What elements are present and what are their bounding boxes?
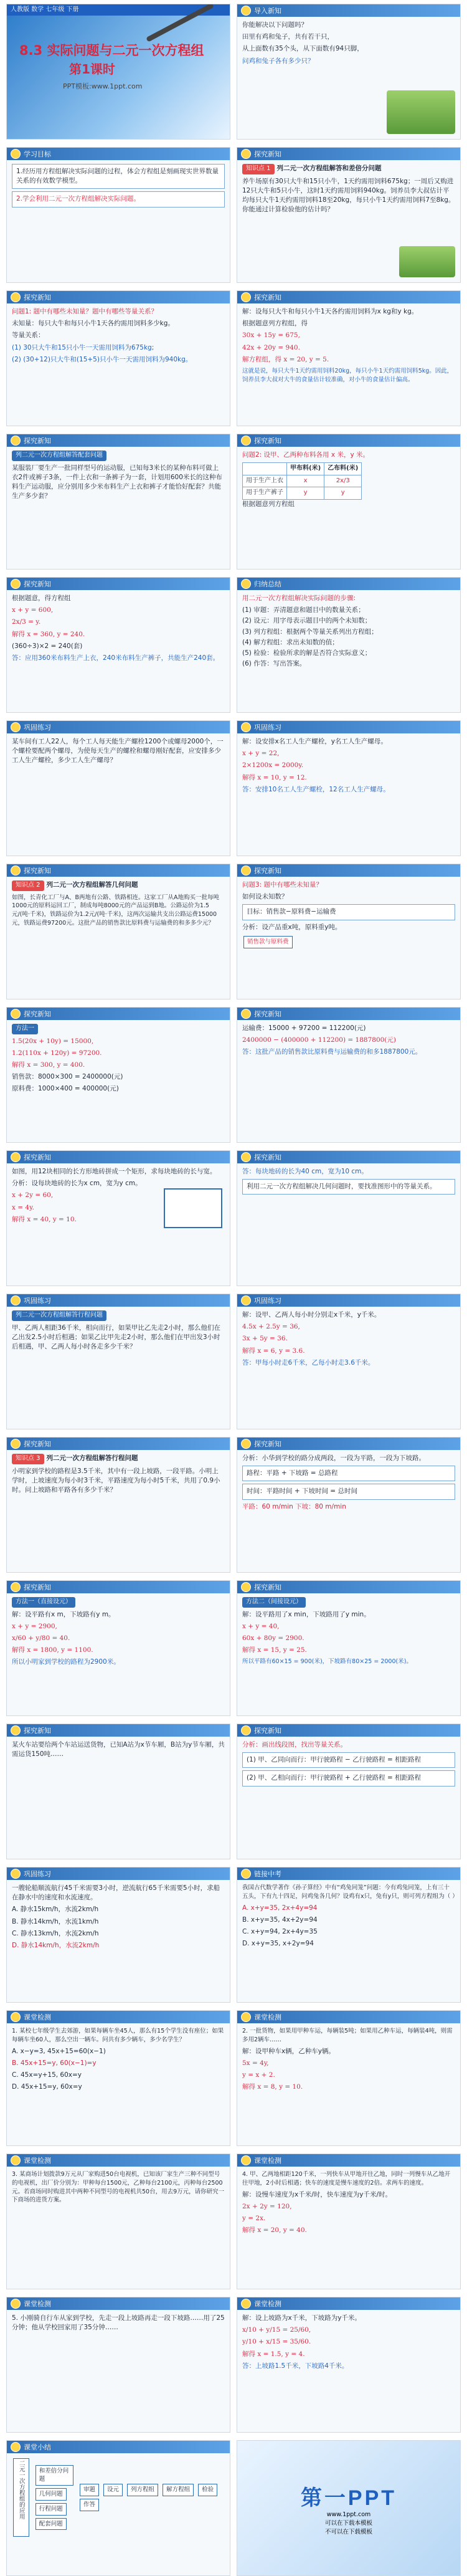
equation: 42x + 20y = 940. bbox=[242, 343, 300, 351]
brand-url: www.1ppt.com bbox=[326, 2511, 371, 2518]
slide-tiles[interactable] bbox=[6, 1150, 230, 1286]
header-mark-icon bbox=[11, 1582, 21, 1592]
summary-item: 和差倍分问题 bbox=[35, 2465, 73, 2486]
equation: 3x + 5y = 36. bbox=[242, 1335, 288, 1343]
header-mark-icon bbox=[241, 579, 251, 589]
goal-item: 1.经历用方程组解决实际问题的过程，体会方程组是刻画现实世界数量关系的有效数学模型。 bbox=[12, 164, 225, 189]
equation: 解得 x = 20, y = 40. bbox=[242, 2226, 307, 2235]
cover-slide[interactable] bbox=[6, 4, 230, 140]
text-line: 未知量：每只大牛和每只小牛1天各约需用饲料多少kg。 bbox=[12, 320, 174, 328]
slide-summary-steps[interactable] bbox=[237, 577, 461, 713]
text-line: 解：设上坡路为x千米，下坡路为y千米。 bbox=[242, 2314, 361, 2322]
question-text: 问题2: 设甲、乙两种布料各用 x 米，y 米。 bbox=[242, 451, 369, 459]
brand-tagline: 不可以在下载模板 bbox=[324, 2529, 372, 2535]
equation: x = 4y. bbox=[12, 1203, 34, 1211]
text-line: (1) 30只大牛和15只小牛一天需用饲料为675kg; bbox=[12, 343, 154, 351]
equation: 解得 x = 6, y = 3.6. bbox=[242, 1347, 305, 1355]
slide-header: 导入新知 bbox=[237, 4, 460, 17]
slide-header: 探究新知 bbox=[254, 1727, 281, 1735]
text-line: 答：上坡路1.5千米，下坡路4千米。 bbox=[242, 2362, 349, 2370]
kp-title: 列二元一次方程组解答行程问题 bbox=[46, 1454, 138, 1462]
equation: x + y = 600, bbox=[12, 606, 54, 614]
text-line: 根据题意，得方程组 bbox=[12, 594, 71, 602]
text-line: 原料费：1000×400 = 400000(元) bbox=[12, 1085, 119, 1093]
farm-image-icon bbox=[387, 90, 455, 134]
option-item[interactable]: B. 静水14km/h，水流1km/h bbox=[12, 1917, 99, 1925]
equation: 2x/3 = y. bbox=[12, 618, 41, 626]
text-line: 如何设未知数？ bbox=[242, 893, 288, 901]
equation: x/60 + y/80 = 40. bbox=[12, 1634, 70, 1642]
slide-practice1[interactable] bbox=[6, 720, 230, 856]
text-line: 销售款：8000×300 = 2400000(元) bbox=[12, 1073, 123, 1081]
summary-step: 解方程组 bbox=[163, 2484, 194, 2496]
header-mark-icon bbox=[11, 2442, 21, 2452]
header-mark-icon bbox=[241, 1582, 251, 1592]
slide-header: 探究新知 bbox=[254, 1153, 281, 1162]
slide-header: 探究新知 bbox=[24, 1153, 51, 1162]
header-mark-icon bbox=[11, 722, 21, 732]
header-mark-icon bbox=[11, 2012, 21, 2022]
equation: y = x + 2. bbox=[242, 2071, 275, 2079]
equation: x + y = 2900, bbox=[12, 1622, 57, 1630]
text-line: 一艘轮船顺流航行45千米需要3小时，逆流航行65千米需要5小时，求船在静水中的速度和水流速度。 bbox=[12, 1884, 220, 1902]
header-mark-icon bbox=[241, 722, 251, 732]
brand-tagline: 可以在下载本模板 bbox=[324, 2520, 372, 2527]
slide-header: 学习目标 bbox=[24, 150, 51, 158]
step-item: (3) 列方程组：根据两个等量关系列出方程组； bbox=[242, 627, 378, 636]
slide-matching[interactable] bbox=[6, 434, 230, 570]
text-line: 等量关系： bbox=[12, 332, 45, 340]
text-line: 运输费：15000 + 97200 = 112200(元) bbox=[242, 1024, 366, 1032]
text-line: 某服装厂要生产一批同样型号的运动服，已知每3米长的某种布料可做上衣2件或裤子3条，一件上衣和一条裤子为一套，计划用600米长的这种布料生产运动服，应分别用多少米布料生产上衣和裤子才能恰好配套？共能生产多少套？ bbox=[12, 464, 222, 500]
equation: x + 2y = 60, bbox=[12, 1191, 54, 1200]
equation: 2x + 2y = 120, bbox=[242, 2202, 292, 2210]
header-mark-icon bbox=[11, 866, 21, 875]
slide-q1[interactable] bbox=[6, 290, 230, 426]
equation: x + y = 22, bbox=[242, 750, 280, 758]
summary-step: 检验 bbox=[198, 2484, 217, 2496]
text-line: 答：甲每小时走6千米，乙每小时走3.6千米。 bbox=[242, 1358, 375, 1367]
option-item[interactable]: C. 静水13km/h，水流2km/h bbox=[12, 1929, 99, 1937]
text-line: 答：这批产品的销售款比原料费与运输费的和多1887800元。 bbox=[242, 1048, 422, 1056]
text-line: 分析：小华到学校的路分成两段，一段为平路，一段为下坡路。 bbox=[242, 1454, 425, 1462]
slide-practice-travel-solution[interactable] bbox=[237, 1294, 461, 1429]
header-mark-icon bbox=[11, 579, 21, 589]
header-mark-icon bbox=[11, 149, 21, 159]
option-item[interactable]: B. x+y=35, 4x+2y=94 bbox=[242, 1915, 318, 1924]
header-mark-icon bbox=[241, 1439, 251, 1449]
slide-header: 探究新知 bbox=[254, 293, 281, 302]
slide-solution2[interactable] bbox=[6, 577, 230, 713]
text-line: 从上面数有35个头，从下面数有94只脚， bbox=[242, 45, 364, 53]
summary-step: 设元 bbox=[103, 2484, 123, 2496]
equation: 2×1200x = 2000y. bbox=[242, 761, 304, 770]
answer-box: 销售款与原料费 bbox=[243, 936, 293, 948]
slide-header: 探究新知 bbox=[254, 1010, 281, 1018]
summary-item: 配套问题 bbox=[35, 2518, 67, 2531]
text-line: 根据题意列方程组，得 bbox=[242, 320, 308, 328]
slide-header: 探究新知 bbox=[254, 1583, 281, 1591]
slide-exam-link[interactable] bbox=[237, 1867, 461, 2003]
equation: 5x = 4y, bbox=[242, 2059, 269, 2067]
summary-step: 作答 bbox=[80, 2499, 99, 2511]
slide-header: 巩固练习 bbox=[24, 1870, 51, 1878]
text-line: 小明家到学校的路程是3.5千米，其中有一段上坡路，一段平路。小明上学时，上坡速度为每小时3千米，平路速度为每小时5千米，共用了0.9小时。问上坡路和平路各有多少千米？ bbox=[12, 1467, 220, 1494]
step-item: (5) 检验：检验所求的解是否符合实际意义； bbox=[242, 649, 372, 657]
text-line: 答：安排10名工人生产螺栓，12名工人生产螺母。 bbox=[242, 785, 390, 793]
header-mark-icon bbox=[11, 436, 21, 446]
slide-header: 课堂检测 bbox=[24, 2157, 51, 2165]
goal-item: 2.学会利用二元一次方程组解决实际问题。 bbox=[12, 191, 225, 207]
slide-test3[interactable] bbox=[6, 2154, 230, 2289]
text-line: 某车间有工人22人，每个工人每天能生产螺栓1200个或螺母2000个，一个螺栓要配两个螺母，为使每天生产的螺栓和螺母刚好配套，应安排多少工人生产螺栓，多少工人生产螺母？ bbox=[12, 738, 224, 765]
header-mark-icon bbox=[241, 1869, 251, 1879]
option-item[interactable]: A. x+y=35, 2x+4y=94 bbox=[242, 1904, 318, 1912]
topic-tag: 列二元一次方程组解答行程问题 bbox=[12, 1310, 106, 1321]
equation: y/10 + x/15 = 35/60. bbox=[242, 2338, 311, 2346]
slide-method1[interactable] bbox=[6, 1007, 230, 1143]
slide-practice-travel[interactable] bbox=[6, 1294, 230, 1429]
text-line: 分析：设每块地砖的长为x cm，宽为y cm。 bbox=[12, 1180, 142, 1188]
equation: 30x + 15y = 675, bbox=[242, 332, 300, 340]
text-line: 解：设平路用了x min，下坡路用了y min。 bbox=[242, 1610, 370, 1618]
slide-header: 探究新知 bbox=[254, 150, 281, 158]
text-line: 路程：平路 + 下坡路 = 总路程 bbox=[242, 1466, 455, 1481]
option-item[interactable]: D. x+y=35, x+2y=94 bbox=[242, 1940, 314, 1948]
header-mark-icon bbox=[241, 1725, 251, 1735]
option-item[interactable]: D. 45x+15=y, 60x=y bbox=[12, 2083, 82, 2091]
text-line: 所以小明家到学校的路程为2900米。 bbox=[12, 1658, 120, 1666]
equation: 解得 x = 40, y = 10. bbox=[12, 1215, 77, 1223]
header-mark-icon bbox=[241, 1152, 251, 1162]
header-mark-icon bbox=[11, 2155, 21, 2165]
slide-header: 归纳总结 bbox=[254, 580, 281, 588]
text-line: 解：设甲、乙两人每小时分别走x千米，y千米。 bbox=[242, 1311, 381, 1319]
slide-header: 课堂检测 bbox=[254, 2300, 281, 2308]
equation: 1.2(110x + 120y) = 97200. bbox=[12, 1049, 102, 1057]
header-mark-icon bbox=[241, 149, 251, 159]
text-line: 田里有鸡和兔子，共有若干只， bbox=[242, 33, 334, 41]
kp-title: 列二元一次方程组解答几何问题 bbox=[46, 881, 138, 889]
step-item: (4) 解方程组：求出未知数的值； bbox=[242, 638, 339, 646]
method-tag: 方法一 bbox=[12, 1024, 38, 1034]
text-line: 时间：平路时间 + 下坡时间 = 总时间 bbox=[242, 1484, 455, 1499]
question-text: 问题3: 题中有哪些未知量？ bbox=[242, 881, 323, 889]
slide-practice-boat[interactable] bbox=[6, 1867, 230, 2003]
slide-solution1[interactable] bbox=[237, 290, 461, 426]
slide-header: 探究新知 bbox=[24, 437, 51, 445]
steps-title: 用二元一次方程组解决实际问题的步骤: bbox=[242, 594, 356, 602]
slide-header: 探究新知 bbox=[24, 867, 51, 875]
text-line: 甲、乙两人相距36千米，相向而行，如果甲比乙先走2小时，那么他们在乙出发2.5小时后相遇；如果乙比甲先走2小时，那么他们在甲出发3小时后相遇，甲、乙两人每小时各走多少千米？ bbox=[12, 1324, 221, 1350]
slide-header: 探究新知 bbox=[24, 1583, 51, 1591]
header-mark-icon bbox=[241, 1295, 251, 1305]
brand-logo: 第一PPT bbox=[300, 2486, 397, 2510]
slide-header: 课堂检测 bbox=[254, 2157, 281, 2165]
text-line: 根据题意列方程组 bbox=[242, 500, 295, 508]
option-item[interactable]: C. 45x=y+15, 60x=y bbox=[12, 2071, 82, 2079]
slide-brand[interactable] bbox=[237, 2440, 461, 2576]
text-line: 1. 某校七年级学生去郊游，如果每辆车坐45人，那么有15个学生没有座位；如果每辆车坐60人，那么空出一辆车。问共有多少辆车，多少名学生？ bbox=[12, 2028, 224, 2043]
slide-kp3[interactable] bbox=[6, 1437, 230, 1573]
text-line: 问鸡和兔子各有多少只？ bbox=[242, 57, 314, 65]
slide-header: 课堂小结 bbox=[24, 2443, 51, 2451]
text-line: 利用二元一次方程组解决几何问题时，要找准图形中的等量关系。 bbox=[242, 1179, 455, 1195]
header-mark-icon bbox=[241, 1009, 251, 1019]
text-line: (2) 甲、乙相向而行：甲行驶路程 + 乙行驶路程 = 相距路程 bbox=[242, 1770, 455, 1786]
text-line: 你能解决以下问题吗？ bbox=[242, 21, 308, 29]
text-line: 2. 一批货物，如果用甲种车运，每辆装5吨；如果用乙种车运，每辆装4吨，则需多用2辆车…… bbox=[242, 2028, 453, 2043]
method-tag: 方法一（直接设元） bbox=[12, 1597, 75, 1608]
slide-header: 巩固练习 bbox=[24, 1297, 51, 1305]
tile-diagram bbox=[164, 1188, 222, 1228]
knowledge-tag: 知识点 3 bbox=[12, 1454, 44, 1464]
equation: 60x + 80y = 2900. bbox=[242, 1634, 304, 1642]
slide-class-summary[interactable] bbox=[6, 2440, 230, 2576]
slide-kp1[interactable] bbox=[237, 147, 461, 283]
slide-q3[interactable] bbox=[237, 864, 461, 999]
summary-item: 行程问题 bbox=[35, 2503, 67, 2516]
slide-tiles-answer[interactable] bbox=[237, 1150, 461, 1286]
slide-header: 巩固练习 bbox=[254, 723, 281, 732]
option-item[interactable]: B. 45x+15=y, 60(x−1)=y bbox=[12, 2059, 97, 2067]
kp-title: 列二元一次方程组解答和差倍分问题 bbox=[276, 165, 382, 172]
slide-method1-cont[interactable] bbox=[237, 1007, 461, 1143]
cover-url: PPT模板:www.1ppt.com bbox=[63, 82, 143, 90]
text-line: 3. 某商场计划拨款9万元从厂家购进50台电视机，已知该厂家生产三种不同型号的电视机，出厂价分别为：甲种每台1500元，乙种每台2100元，丙种每台2500元。若商场同时购进其中两种不同型号的电视机共50台，用去9万元，请你研究一下商场的进货方案。 bbox=[12, 2171, 225, 2204]
header-mark-icon bbox=[241, 6, 251, 16]
knowledge-tag: 知识点 1 bbox=[242, 164, 275, 174]
equation: 解得 x = 15, y = 25. bbox=[242, 1646, 307, 1654]
cover-top-label: 人教版 数学 七年级 下册 bbox=[7, 4, 230, 16]
equation: 解得 x = 1800, y = 1100. bbox=[12, 1646, 93, 1654]
slide-transport[interactable] bbox=[6, 1724, 230, 1859]
header-mark-icon bbox=[241, 2155, 251, 2165]
header-mark-icon bbox=[11, 1439, 21, 1449]
text-line: (2) (30+12)只大牛和(15+5)只小牛一天需用饲料为940kg。 bbox=[12, 355, 192, 363]
header-mark-icon bbox=[11, 1152, 21, 1162]
slide-kp2[interactable] bbox=[6, 864, 230, 999]
header-mark-icon bbox=[11, 2299, 21, 2309]
text-line: 5. 小刚骑自行车从家到学校，先走一段上坡路再走一段下坡路……用了25分钟；他从学校回家用了35分钟…… bbox=[12, 2314, 225, 2332]
slide-test5-solution[interactable] bbox=[237, 2297, 461, 2433]
step-item: (6) 作答：写出答案。 bbox=[242, 660, 306, 668]
option-item[interactable]: D. 静水14km/h，水流2km/h bbox=[12, 1942, 100, 1950]
slide-header: 巩固练习 bbox=[254, 1297, 281, 1305]
topic-tag: 列二元一次方程组解答配套问题 bbox=[12, 451, 106, 461]
cover-title: 8.3 实际问题与二元一次方程组 bbox=[19, 43, 204, 58]
text-line: 解：设慢车速度为x千米/时，快车速度为y千米/时。 bbox=[242, 2190, 392, 2198]
slide-header: 探究新知 bbox=[254, 867, 281, 875]
text-line: 某火车站要给两个车站运送货物，已知A站为x节车厢，B站为y节车厢，共需运货150吨…… bbox=[12, 1741, 225, 1758]
option-item[interactable]: A. x−y=3, 45x+15=60(x−1) bbox=[12, 2047, 106, 2055]
equation: 2400000 − (400000 + 112200) = 1887800(元) bbox=[242, 1036, 396, 1044]
question-text: 问题1: 题中有哪些未知量？题中有哪些等量关系？ bbox=[12, 308, 158, 315]
slide-header: 课堂检测 bbox=[24, 2013, 51, 2021]
slide-route-method1[interactable] bbox=[6, 1580, 230, 1716]
equation: 解得 x = 360, y = 240. bbox=[12, 630, 85, 638]
slide-test5[interactable] bbox=[6, 2297, 230, 2433]
slide-header: 探究新知 bbox=[24, 1010, 51, 1018]
equation: 解得 x = 300, y = 400. bbox=[12, 1061, 85, 1069]
slide-test1[interactable] bbox=[6, 2010, 230, 2146]
option-item[interactable]: C. x+y=94, 2x+4y=35 bbox=[242, 1927, 318, 1935]
slide-route-analysis[interactable] bbox=[237, 1437, 461, 1573]
text-line: 解：设每只大牛和每只小牛1天各约需用饲料为x kg和y kg。 bbox=[242, 308, 418, 315]
summary-step: 列方程组 bbox=[127, 2484, 158, 2496]
text-line: 解：设安排x名工人生产螺栓，y名工人生产螺母。 bbox=[242, 738, 387, 745]
slide-header: 探究新知 bbox=[254, 437, 281, 445]
slide-header: 探究新知 bbox=[254, 1440, 281, 1448]
text-line: (1) 甲、乙同向而行：甲行驶路程 − 乙行驶路程 = 相距路程 bbox=[242, 1752, 455, 1768]
cover-subtitle: 第1课时 bbox=[69, 62, 115, 77]
slide-header: 探究新知 bbox=[24, 1440, 51, 1448]
equation: 解方程组，得 x = 20, y = 5. bbox=[242, 355, 329, 363]
slide-goals[interactable] bbox=[6, 147, 230, 283]
data-table: 甲布料(米) 乙布料(米) 用于生产上衣 x 2x/3 用于生产裤子 y y bbox=[242, 462, 362, 500]
text-line: 这就是说，每只大牛1天约需用饲料20kg，每只小牛1天约需用饲料5kg。因此，饲养员李大叔对大牛的食量估计较准确，对小牛的食量估计偏高。 bbox=[242, 368, 453, 383]
text-line: 如图，用12块相同的长方形地砖拼成一个矩形，求每块地砖的长与宽。 bbox=[12, 1168, 217, 1175]
slide-header: 巩固练习 bbox=[24, 723, 51, 732]
text-line: 解：设甲种车x辆，乙种车y辆。 bbox=[242, 2047, 335, 2055]
equation: 4.5x + 2.5y = 36, bbox=[242, 1323, 300, 1331]
equation: 解得 x = 1.5, y = 4. bbox=[242, 2350, 305, 2358]
slide-test4[interactable] bbox=[237, 2154, 461, 2289]
header-mark-icon bbox=[241, 866, 251, 875]
text-line: 平路：60 m/min 下坡：80 m/min bbox=[242, 1502, 346, 1510]
table-row: 用于生产上衣 x 2x/3 bbox=[243, 475, 362, 487]
slide-header: 探究新知 bbox=[24, 1727, 51, 1735]
equation: 解得 x = 8, y = 10. bbox=[242, 2083, 303, 2091]
text-line: 答：应用360米布料生产上衣，240米布料生产裤子，共能生产240套。 bbox=[12, 654, 220, 662]
equation: 1.5(20x + 10y) = 15000, bbox=[12, 1037, 94, 1045]
method-tag: 方法二（间接设元） bbox=[242, 1597, 306, 1608]
step-item: (1) 审题：弄清题意和题目中的数量关系； bbox=[242, 606, 365, 614]
option-item[interactable]: A. 静水15km/h，水流2km/h bbox=[12, 1906, 99, 1914]
header-mark-icon bbox=[11, 1869, 21, 1879]
summary-step: 审题 bbox=[80, 2484, 99, 2496]
slide-test2[interactable] bbox=[237, 2010, 461, 2146]
slide-line-diagram[interactable] bbox=[237, 1724, 461, 1859]
text-line: 如图，长青化工厂与A、B两地有公路、铁路相连。这家工厂从A地购买一批每吨1000元的原料运回工厂，制成每吨8000元的产品运到B地。公路运价为1.5元/(吨·千米)，铁路运价为1.2元/(吨·千米)，这两次运输共支出公路运费15000元，铁路运费97200元。这批产品的销售款比原料费与运输费的和多多少元？ bbox=[12, 894, 220, 927]
text-line: 分析：画出线段图，找出等量关系。 bbox=[242, 1741, 347, 1748]
header-mark-icon bbox=[241, 2299, 251, 2309]
equation: x + y = 40, bbox=[242, 1622, 280, 1630]
summary-item: 几何问题 bbox=[35, 2488, 67, 2501]
knowledge-tag: 知识点 2 bbox=[12, 880, 44, 891]
text-line: 目标：销售款−原料费−运输费 bbox=[242, 904, 455, 920]
slide-header: 链接中考 bbox=[254, 1870, 281, 1878]
header-mark-icon bbox=[241, 2012, 251, 2022]
text-line: 我国古代数学著作《孙子算经》中有“鸡兔同笼”问题：今有鸡兔同笼，上有三十五头，下有九十四足，问鸡兔各几何？设鸡有x只，兔有y只，则可列方程组为（ ） bbox=[242, 1884, 458, 1900]
step-item: (2) 设元：用字母表示题目中的两个未知数； bbox=[242, 617, 372, 625]
header-mark-icon bbox=[241, 292, 251, 302]
cattle-image-icon bbox=[399, 246, 455, 277]
slide-intro[interactable] bbox=[237, 4, 461, 140]
equation: x/10 + y/15 = 25/60, bbox=[242, 2326, 311, 2334]
slide-header: 探究新知 bbox=[24, 580, 51, 588]
text-line: 所以平路有60×15 = 900(米)，下坡路有80×25 = 2000(米)。 bbox=[242, 1658, 412, 1666]
header-mark-icon bbox=[11, 1295, 21, 1305]
slide-q2-table[interactable] bbox=[237, 434, 461, 570]
text-line: 解：设平路有x m，下坡路有y m。 bbox=[12, 1610, 115, 1618]
slide-route-method2[interactable] bbox=[237, 1580, 461, 1716]
header-mark-icon bbox=[11, 1009, 21, 1019]
equation: y = 2x. bbox=[242, 2214, 266, 2222]
slide-practice1-solution[interactable] bbox=[237, 720, 461, 856]
text-line: (360÷3)×2 = 240(套) bbox=[12, 642, 83, 650]
table-row: 用于生产裤子 y y bbox=[243, 487, 362, 500]
slide-header: 探究新知 bbox=[24, 293, 51, 302]
equation: 解得 x = 10, y = 12. bbox=[242, 773, 307, 781]
text-line: 分析：设产品重x吨，原料重y吨。 bbox=[242, 923, 342, 931]
header-mark-icon bbox=[11, 1725, 21, 1735]
slide-header: 课堂检测 bbox=[24, 2300, 51, 2308]
slide-header: 课堂检测 bbox=[254, 2013, 281, 2021]
text-line: 答：每块地砖的长为40 cm，宽为10 cm。 bbox=[242, 1168, 368, 1175]
header-mark-icon bbox=[241, 436, 251, 446]
text-line: 4. 甲、乙两地相距120千米，一列快车从甲地开往乙地，同时一列慢车从乙地开往甲地，2小时后相遇；快车的速度是慢车速度的2倍。求两车的速度。 bbox=[242, 2171, 451, 2187]
text-line: 养牛场原有30只大牛和15只小牛，1天约需用饲料675kg；一周后又购进12只大牛和5只小牛，这时1天约需用饲料940kg。饲养员李大叔估计平均每只大牛1天约需用饲料18至20kg，每只小牛1天约需用饲料7至8kg。你能通过计算检验他的估计吗？ bbox=[242, 177, 455, 214]
header-mark-icon bbox=[11, 292, 21, 302]
summary-root: 二元一次方程组的应用 bbox=[13, 2458, 29, 2537]
